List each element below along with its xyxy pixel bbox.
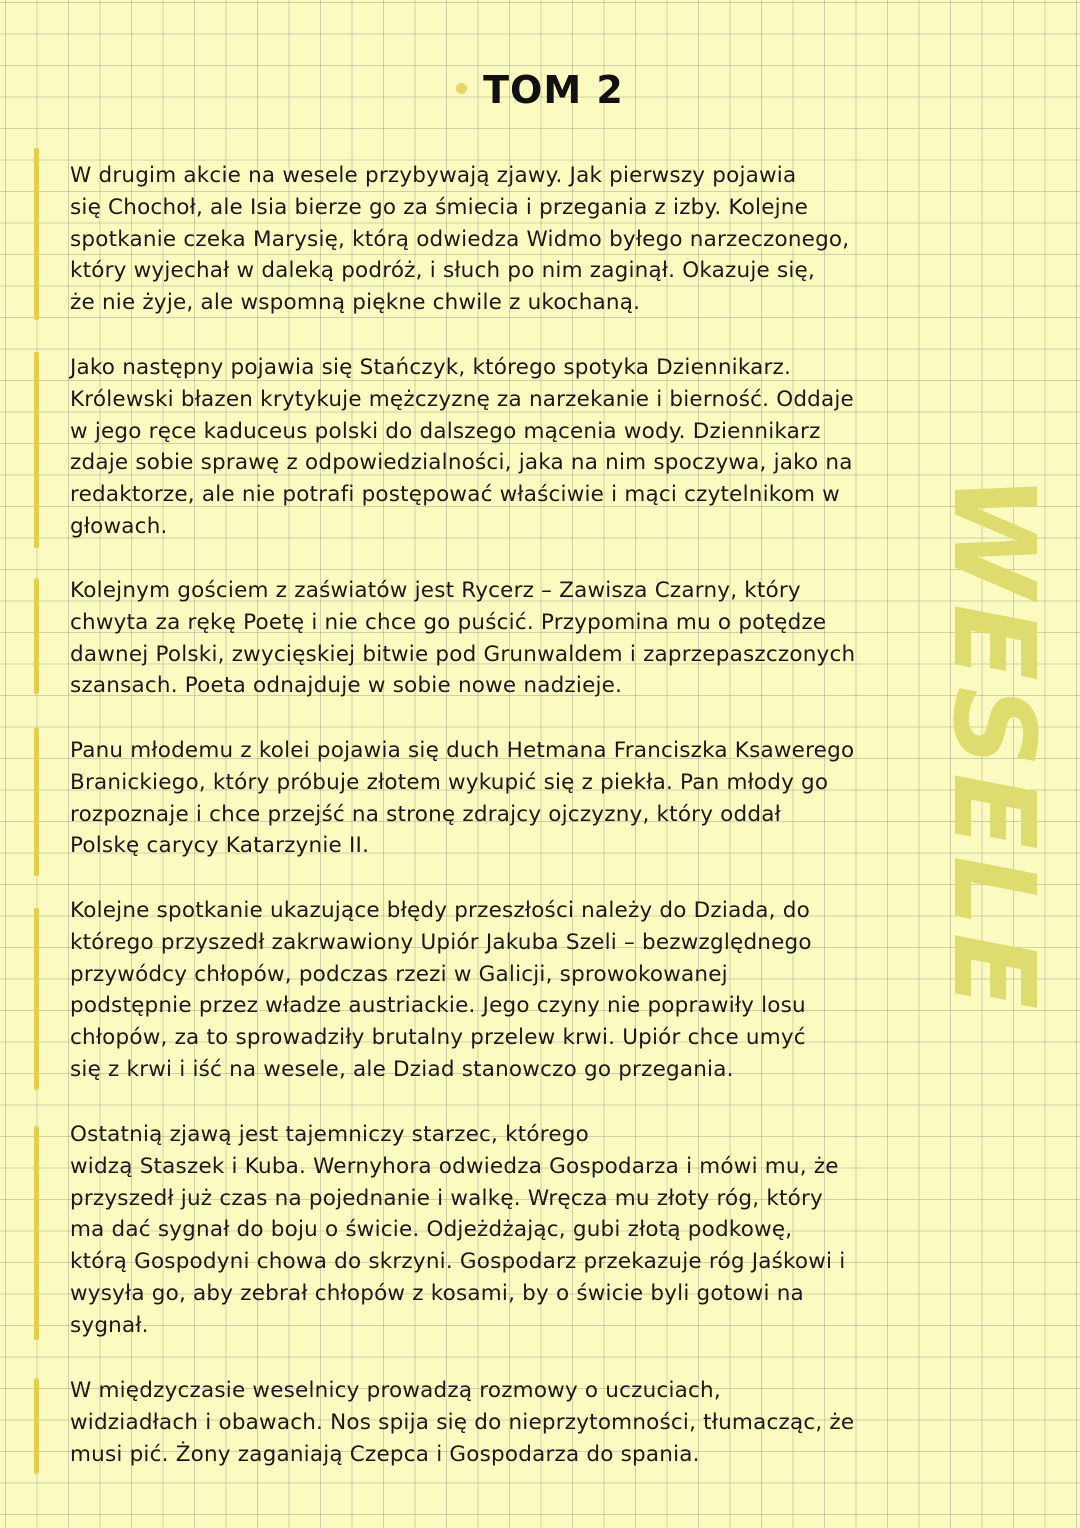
paragraph-weselnicy: W międzyczasie weselnicy prowadzą rozmowy o uczuciach, widziadłach i obawach. Nos spija się do nieprzytomności, tłumacząc, że musi pić. Żony zaganiają Czepca i Gospodarza do spania. <box>70 1378 855 1467</box>
paragraph-accent-bar <box>34 578 39 694</box>
paragraph-accent-bar <box>34 1126 39 1340</box>
paragraph-hetman: Panu młodemu z kolei pojawia się duch Hetmana Franciszka Ksawerego Branickiego, który próbuje złotem wykupić się z piekła. Pan młody go rozpoznaje i chce przejść na stronę zdrajcy ojczyzny, który oddał Polskę carycy Katarzynie II. <box>70 738 855 859</box>
paragraph-accent-bar <box>34 1378 39 1474</box>
paragraph-wernyhora: Ostatnią zjawą jest tajemniczy starzec, którego widzą Staszek i Kuba. Wernyhora odwiedza Gospodarza i mówi mu, że przyszedł już czas na pojednanie i walkę. Wręcza mu złoty róg, który ma dać sygnał do boju o świcie. Odjeżdżając, gubi złotą podkowę, którą Gospodyni chowa do skrzyni. Gospodarz przekazuje róg Jaśkowi i wysyła go, aby zebrał chłopów z kosami, by o świcie byli gotowi na sygnał. <box>70 1122 846 1338</box>
paragraph-accent-bar <box>34 352 39 548</box>
page-title <box>0 68 1080 112</box>
paragraph-accent-bar <box>34 148 39 320</box>
title-text: TOM 2 <box>483 68 624 112</box>
paragraph-stanczyk: Jako następny pojawia się Stańczyk, którego spotyka Dziennikarz. Królewski błazen krytykuje mężczyznę za narzekanie i bierność. Oddaje w jego ręce kaduceus polski do dalszego mącenia wody. Dziennikarz zdaje sobie sprawę z odpowiedzialności, jaka na nim spoczywa, jako na redaktorze, ale nie potrafi postępować właściwie i mąci czytelnikom w głowach. <box>70 355 854 539</box>
paragraph-accent-bar <box>34 728 39 876</box>
paragraph-zawisza: Kolejnym gościem z zaświatów jest Rycerz – Zawisza Czarny, który chwyta za rękę Poetę i nie chce go puścić. Przypomina mu o potędze dawnej Polski, zwycięskiej bitwie pod Grunwaldem i zaprzepaszczonych szansach. Poeta odnajduje w sobie nowe nadzieje. <box>70 578 856 699</box>
paragraph-szela: Kolejne spotkanie ukazujące błędy przeszłości należy do Dziada, do którego przyszedł zakrwawiony Upiór Jakuba Szeli – bezwzględnego przywódcy chłopów, podczas rzezi w Galicji, sprowokowanej podstępnie przez władze austriackie. Jego czyny nie poprawiły losu chłopów, za to sprowadziły brutalny przelew krwi. Upiór chce umyć się z krwi i iść na wesele, ale Dziad stanowczo go przegania. <box>70 898 812 1082</box>
side-title-wesele: WESELE <box>928 474 1058 1016</box>
bullet-dot-icon <box>456 83 467 94</box>
paragraph-accent-bar <box>34 908 39 1090</box>
paragraph-act2-intro: W drugim akcie na wesele przybywają zjawy. Jak pierwszy pojawia się Chochoł, ale Isia bierze go za śmiecia i przegania z izby. Kolejne spotkanie czeka Marysię, którą odwiedza Widmo byłego narzeczonego, który wyjechał w daleką podróż, i słuch po nim zaginął. Okazuje się, że nie żyje, ale wspomną piękne chwile z ukochaną. <box>70 163 850 316</box>
